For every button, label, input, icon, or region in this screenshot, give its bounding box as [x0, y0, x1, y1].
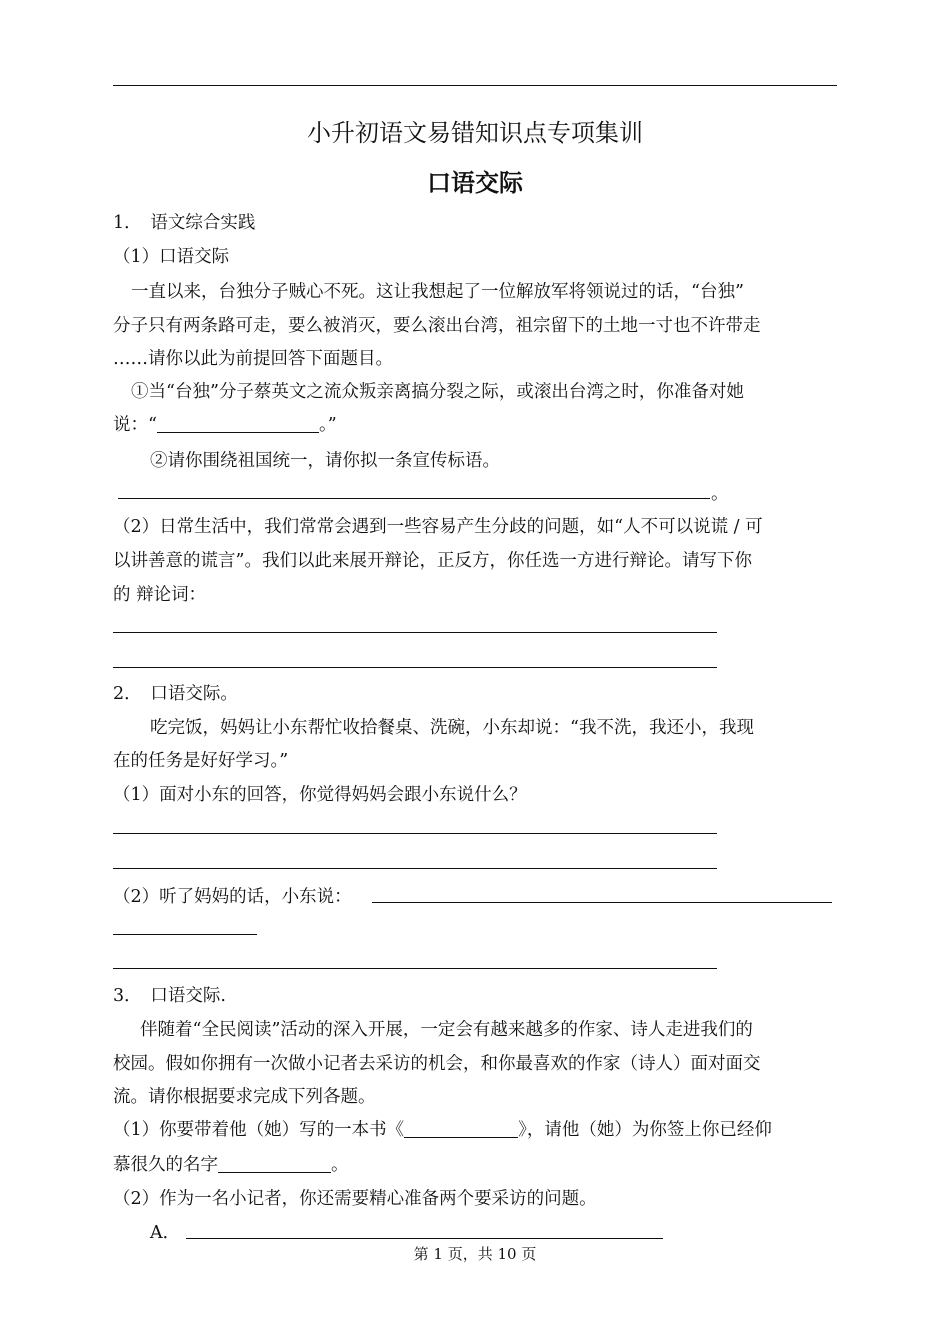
q3-sub2-prompt: （2）作为一名小记者，你还需要精心准备两个要采访的问题。 [113, 1189, 597, 1209]
q1-sub1-answer-blank[interactable] [157, 414, 319, 433]
q1-sub2-answer-line[interactable] [118, 498, 710, 499]
q2-sub1-answer-line-2[interactable] [113, 868, 717, 869]
q1-part1-line2: 分子只有两条路可走，要么被消灭，要么滚出台湾，祖宗留下的土地一寸也不许带走 [113, 316, 761, 336]
q1-part1-line1: 一直以来，台独分子贼心不死。这让我想起了一位解放军将领说过的话，“台独” [131, 282, 744, 302]
q1-sub2-end-mark: 。 [711, 484, 729, 504]
q3-sub1-suffix: 》，请他（她）为你签上你已经仰 [518, 1120, 772, 1140]
q3-question-a-answer-line[interactable] [186, 1238, 663, 1239]
q2-sub2-answer-line-3[interactable] [113, 968, 717, 969]
q1-part1-line3: ……请你以此为前提回答下面题目。 [113, 349, 393, 369]
q1-heading: 1． 语文综合实践 [113, 213, 256, 233]
q2-sub1-prompt: （1）面对小东的回答，你觉得妈妈会跟小东说什么？ [113, 785, 527, 805]
page-number-footer: 第 1 页，共 10 页 [413, 1245, 537, 1263]
q3-sub1-line1 [113, 1118, 772, 1142]
q1-part2-answer-line-1[interactable] [113, 632, 717, 633]
q2-sub1-answer-line-1[interactable] [113, 833, 717, 834]
q3-heading: 3． 口语交际. [113, 986, 226, 1006]
q3-sub1-line2 [113, 1153, 349, 1177]
q1-part2-line1: （2）日常生活中，我们常常会遇到一些容易产生分歧的问题，如“人不可以说谎 / 可 [113, 517, 763, 537]
q2-sub2-answer-line-2[interactable] [113, 934, 257, 935]
q3-book-title-blank[interactable] [404, 1119, 518, 1138]
q2-heading: 2． 口语交际。 [113, 684, 238, 704]
q3-question-a-label: A． [150, 1223, 181, 1243]
q2-sub2-answer-line-1[interactable] [372, 902, 832, 903]
q1-sub2-prompt: ②请你围绕祖国统一，请你拟一条宣传标语。 [150, 451, 500, 471]
header-rule [113, 85, 837, 86]
q1-part2-line2: 以讲善意的谎言”。我们以此来展开辩论，正反方，你任选一方进行辩论。请写下你 [113, 551, 752, 571]
document-subtitle: 口语交际 [427, 169, 523, 197]
q3-para-line3: 流。请你根据要求完成下列各题。 [113, 1087, 376, 1107]
q2-sub2-prompt: （2）听了妈妈的话，小东说： [113, 887, 352, 907]
document-title: 小升初语文易错知识点专项集训 [307, 119, 643, 147]
q2-para-line1: 吃完饭，妈妈让小东帮忙收拾餐桌、洗碗，小东却说：“我不洗，我还小，我现 [150, 718, 754, 738]
q1-part2-line3: 的 辩论词： [113, 585, 207, 605]
q1-sub1-line1: ①当“台独”分子蔡英文之流众叛亲离搞分裂之际，或滚出台湾之时，你准备对她 [131, 382, 744, 402]
q1-sub1-suffix: 。” [318, 415, 337, 435]
q2-para-line2: 在的任务是好好学习。” [113, 751, 289, 771]
q3-signature-blank[interactable] [218, 1154, 331, 1173]
q1-part1-label: （1）口语交际 [113, 247, 230, 267]
q1-sub1-prefix: 说：“ [113, 415, 157, 435]
q1-part2-answer-line-2[interactable] [113, 667, 717, 668]
q3-para-line1: 伴随着“全民阅读”活动的深入开展，一定会有越来越多的作家、诗人走进我们的 [140, 1020, 753, 1040]
q3-sub1-prefix: （1）你要带着他（她）写的一本书《 [113, 1120, 405, 1140]
q3-sub1-line2-suffix: 。 [331, 1155, 349, 1175]
q3-para-line2: 校园。假如你拥有一次做小记者去采访的机会，和你最喜欢的作家（诗人）面对面交 [113, 1054, 761, 1074]
q1-sub1-line2 [113, 413, 337, 437]
q3-sub1-line2-prefix: 慕很久的名字 [113, 1155, 218, 1175]
